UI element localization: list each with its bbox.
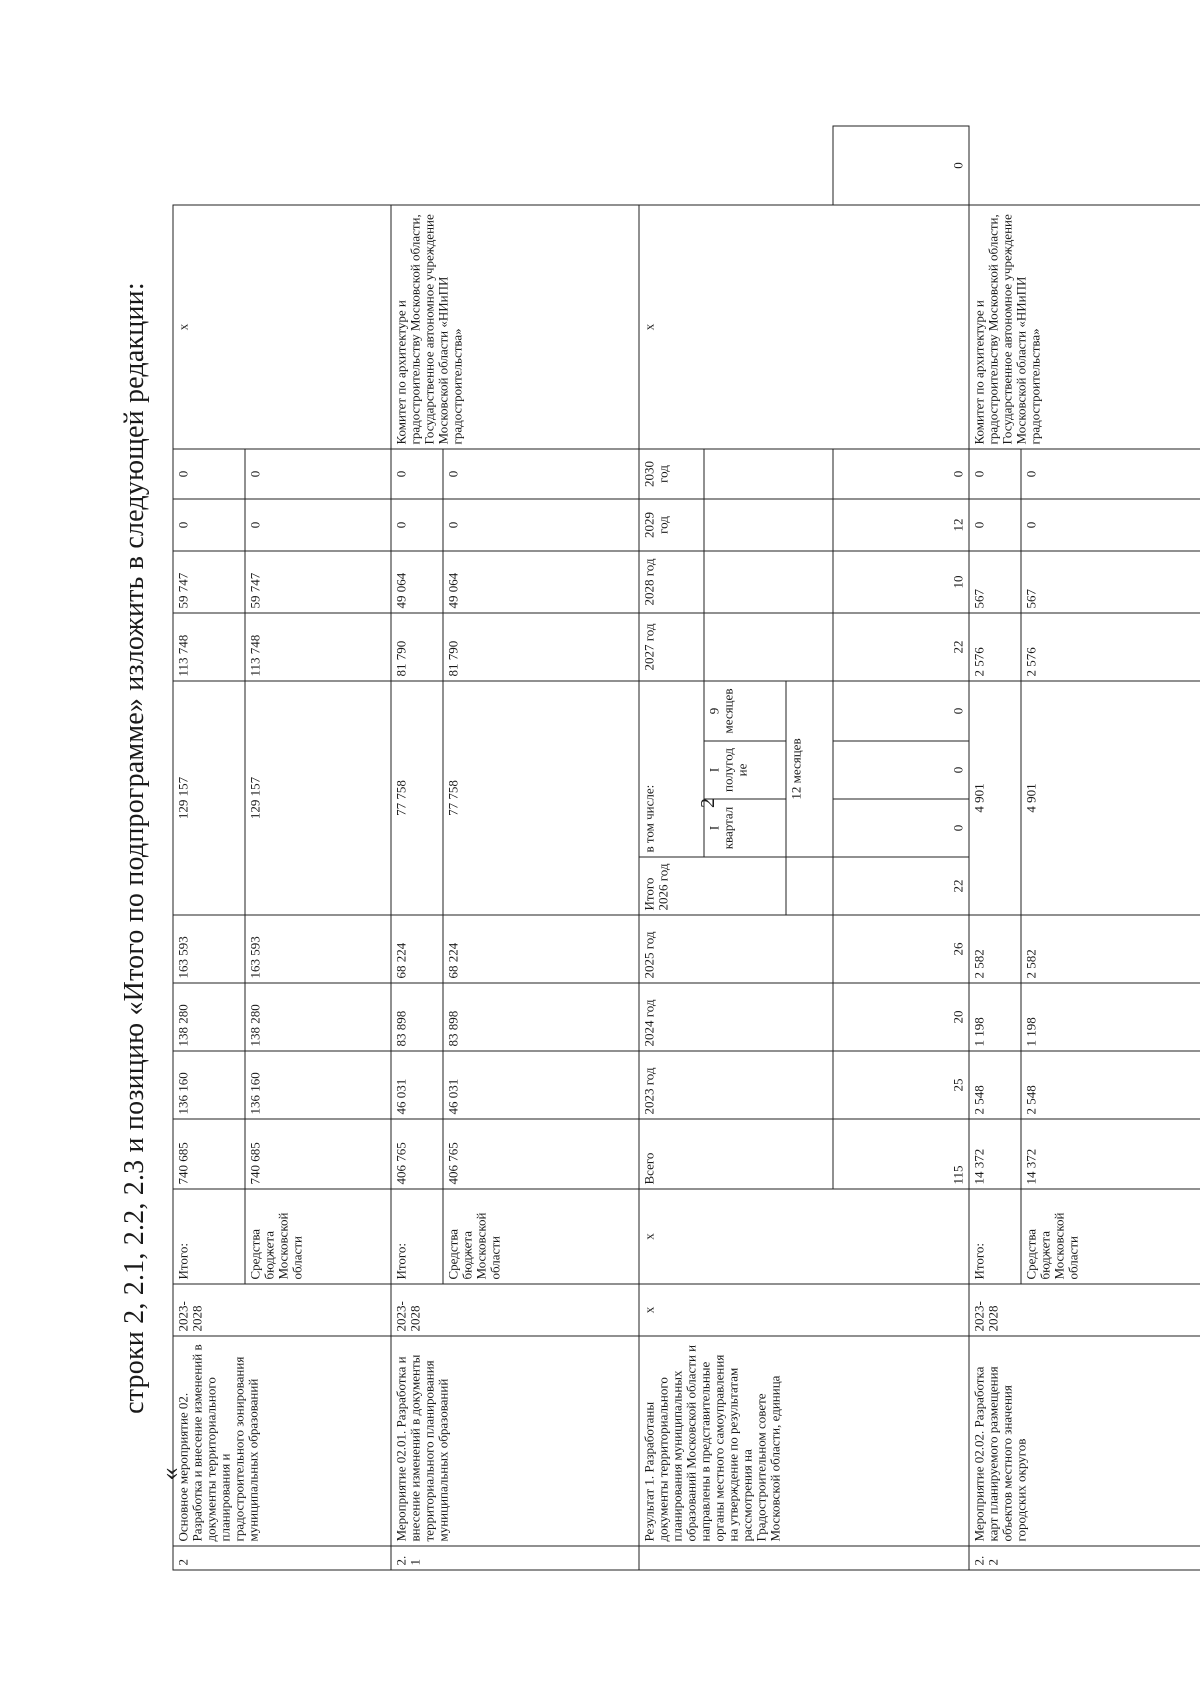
value-2029: 0 [173,499,245,551]
value-2030: 0 [443,449,639,499]
source-total-label: Итого: [391,1189,443,1284]
table-row [639,126,703,1570]
result-name: Результат 1. Разработаны документы территориального планирования муниципальных образований Московской области и направлены в представительные органы местного самоуправления на утверждение по результатам рассмотрения на Градостроительном совете Московской области, единица [639,1336,969,1546]
value-2026: 129 157 [245,681,391,915]
result-value-2028: 12 [833,499,969,551]
row-name: Основное мероприятие 02. Разработка и внесение изменений в документы территориального планирования и градостроительного зонирования муниципальных образований [173,1336,391,1546]
page-heading: строки 2, 2.1, 2.2, 2.3 и позицию «Итого по подпрограмме» изложить в следующей редакции: [119,282,150,1414]
value-2025: 163 593 [173,915,245,983]
source-budget-label: Средства бюджета Московской области [1021,1189,1200,1284]
value-2023: 46 031 [443,1051,639,1119]
header-including: в том числе: [639,681,703,857]
value-2029: 0 [443,499,639,551]
value-2026: 4 901 [969,681,1021,915]
empty-cell [786,857,833,915]
result-value-9m: 0 [833,681,969,741]
value-2027: 2 576 [1021,613,1200,681]
row-name: Мероприятие 02.02. Разработка карт планируемого размещения объектов местного значения городских округов [969,1336,1200,1546]
header-9m: 9 месяцев [704,681,786,741]
value-2024: 83 898 [391,983,443,1051]
value-2025: 68 224 [443,915,639,983]
value-2026: 4 901 [1021,681,1200,915]
value-2027: 81 790 [443,613,639,681]
amendment-table-container [173,126,1200,1571]
value-2027: 81 790 [391,613,443,681]
value-2024: 138 280 [245,983,391,1051]
value-2024: 83 898 [443,983,639,1051]
value-total: 740 685 [173,1119,245,1189]
table-row [391,126,443,1570]
responsible: Комитет по архитектуре и градостроительству Московской области, Государственное автономное учреждение Московской области «НИиПИ градостроительства» [391,205,639,449]
header-2029: 2029 год [639,499,703,551]
amendment-table [173,126,1200,1571]
source-budget-label: Средства бюджета Московской области [443,1189,639,1284]
result-value-2029: 0 [833,449,969,499]
responsible: x [173,205,391,449]
value-2029: 0 [1021,499,1200,551]
result-value-itogo-2026: 22 [833,857,969,915]
result-source: x [639,1189,969,1284]
result-value-total: 115 [833,1119,969,1189]
source-total-label: Итого: [969,1189,1021,1284]
table-row [173,126,245,1570]
value-2024: 1 198 [1021,983,1200,1051]
table-row [969,126,1021,1570]
empty-cell [704,499,833,551]
value-2023: 2 548 [1021,1051,1200,1119]
value-2023: 136 160 [173,1051,245,1119]
value-2023: 46 031 [391,1051,443,1119]
page-number: 2 [697,798,719,808]
responsible: x [639,205,969,449]
value-2030: 0 [391,449,443,499]
result-value-12m: 22 [833,613,969,681]
responsible: Комитет по архитектуре и градостроительству Московской области, Государственное автономное учреждение Московской области «НИиПИ градостроительства» [969,205,1200,449]
header-itogo-2026: Итого 2026 год [639,857,785,915]
row-years: 2023-2028 [173,1284,391,1336]
value-2026: 129 157 [173,681,245,915]
header-q1: I квартал [704,799,786,857]
value-2028: 49 064 [391,551,443,613]
row-years: 2023-2028 [391,1284,639,1336]
result-value-q1: 0 [833,799,969,857]
header-2027: 2027 год [639,613,703,681]
result-value-2025: 26 [833,915,969,983]
value-2023: 2 548 [969,1051,1021,1119]
row-number: 2.1 [391,1546,639,1570]
value-2025: 2 582 [969,915,1021,983]
result-value-2024: 20 [833,983,969,1051]
value-2024: 138 280 [173,983,245,1051]
opening-quote: « [155,1467,184,1481]
value-total: 406 765 [443,1119,639,1189]
value-total: 14 372 [1021,1119,1200,1189]
row-years: 2023-2028 [969,1284,1200,1336]
heading-container [118,38,178,1658]
row-number: 2.2 [969,1546,1200,1570]
value-2028: 49 064 [443,551,639,613]
result-value-2030: 0 [833,126,969,205]
value-2027: 113 748 [173,613,245,681]
value-2028: 567 [969,551,1021,613]
value-total: 14 372 [969,1119,1021,1189]
row-number [639,1546,969,1570]
row-name: Мероприятие 02.01. Разработка и внесение изменений в документы территориального планирования муниципальных образований [391,1336,639,1546]
value-2026: 77 758 [391,681,443,915]
result-value-h1: 0 [833,741,969,799]
value-2029: 0 [969,499,1021,551]
header-2030: 2030 год [639,449,703,499]
source-budget-label: Средства бюджета Московской области [245,1189,391,1284]
header-2023: 2023 год [639,1051,832,1119]
value-total: 740 685 [245,1119,391,1189]
value-2030: 0 [173,449,245,499]
value-2023: 136 160 [245,1051,391,1119]
header-h1: I полугодие [704,741,786,799]
value-total: 406 765 [391,1119,443,1189]
row-years: x [639,1284,969,1336]
value-2027: 2 576 [969,613,1021,681]
value-2029: 0 [391,499,443,551]
empty-cell [704,613,833,681]
source-total-label: Итого: [173,1189,245,1284]
value-2027: 113 748 [245,613,391,681]
value-2030: 0 [245,449,391,499]
header-2028: 2028 год [639,551,703,613]
value-2030: 0 [1021,449,1200,499]
value-2028: 59 747 [173,551,245,613]
header-2025: 2025 год [639,915,832,983]
header-12m: 12 месяцев [786,681,833,857]
value-2025: 2 582 [1021,915,1200,983]
value-2026: 77 758 [443,681,639,915]
header-total: Всего [639,1119,832,1189]
value-2028: 567 [1021,551,1200,613]
header-2024: 2024 год [639,983,832,1051]
empty-cell [704,551,833,613]
value-2025: 163 593 [245,915,391,983]
value-2028: 59 747 [245,551,391,613]
value-2024: 1 198 [969,983,1021,1051]
row-number: 2 [173,1546,391,1570]
result-value-2027: 10 [833,551,969,613]
value-2025: 68 224 [391,915,443,983]
value-2029: 0 [245,499,391,551]
value-2030: 0 [969,449,1021,499]
result-value-2023: 25 [833,1051,969,1119]
empty-cell [704,449,833,499]
